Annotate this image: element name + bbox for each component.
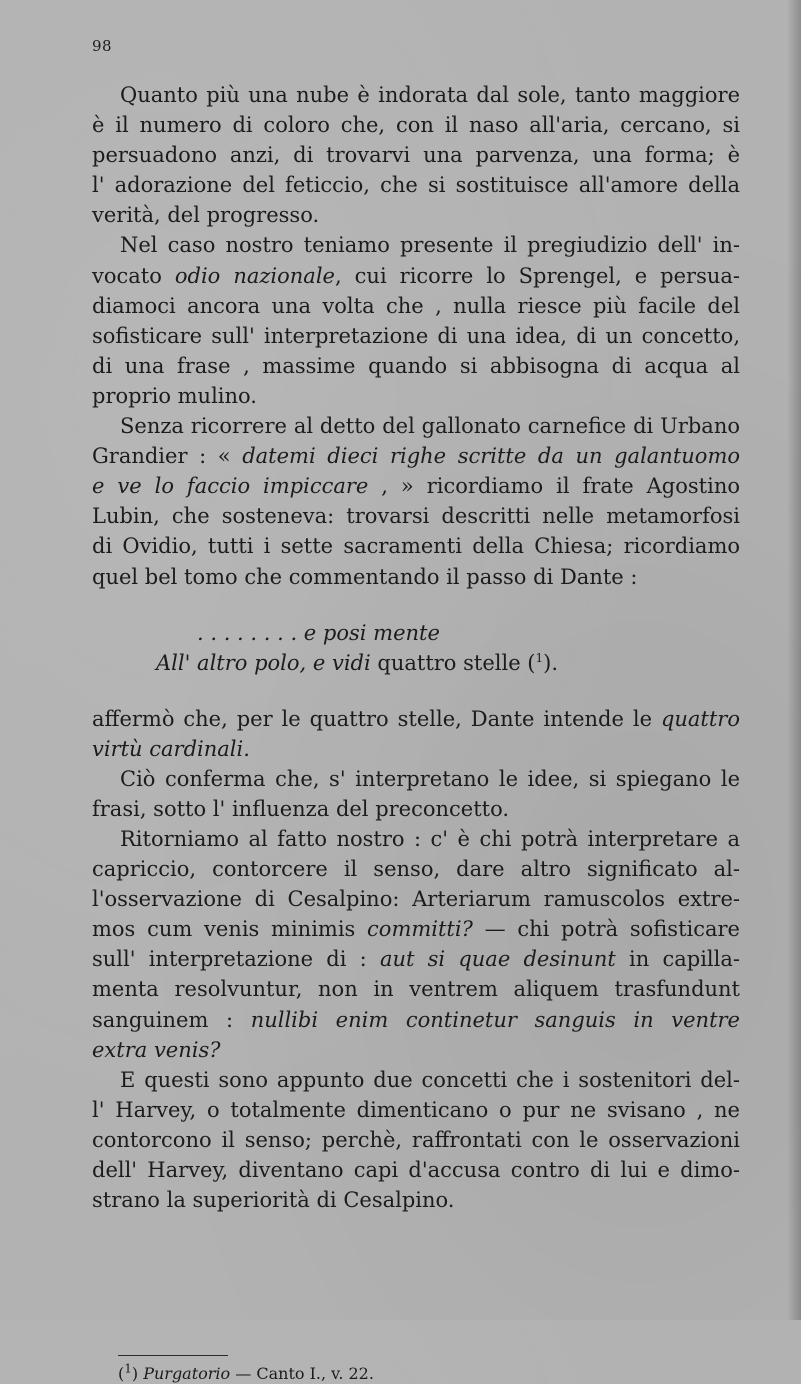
text-run: mos cum venis minimis xyxy=(92,917,368,942)
text-line: extra venis? xyxy=(92,1037,221,1062)
text-line: dell' Harvey, diventano capi d'accusa contro di lui e dimo- xyxy=(92,1158,740,1182)
spacer xyxy=(92,592,740,618)
text-line: E questi sono appunto due concetti che i sostenitori del- xyxy=(120,1067,740,1092)
text-line: persuadono anzi, di trovarvi una parvenza, una forma; è xyxy=(92,143,740,168)
text-line: di una frase , massime quando si abbisogna di acqua al xyxy=(92,353,740,378)
text-run: quattro stelle ( xyxy=(370,650,536,675)
italic-phrase: committi? xyxy=(367,917,473,942)
text-run: — chi potrà sofisticare xyxy=(472,917,740,942)
text-line: Ciò conferma che, s' interpretano le idee, si spiegano le xyxy=(120,766,740,791)
text-line: l' Harvey, o totalmente dimenticano o pur ne svisano , ne xyxy=(92,1097,740,1122)
italic-phrase: odio nazionale xyxy=(174,263,335,288)
body-text xyxy=(92,80,740,1215)
text-line: Nel caso nostro teniamo presente il pregiudizio dell' in- xyxy=(120,233,740,258)
text-run: , » ricordiamo il frate Agostino xyxy=(368,474,740,499)
text-line: contorcono il senso; perchè, raffrontati con le osservazioni xyxy=(92,1127,740,1152)
text-line: diamoci ancora una volta che , nulla riesce più facile del xyxy=(92,293,740,318)
text-line: sofisticare sull' interpretazione di una idea, di un concetto, xyxy=(92,323,740,348)
text-line: menta resolvuntur, non in ventrem aliquem trasfundunt xyxy=(92,977,740,1002)
text-line: verità, del progresso. xyxy=(92,203,320,228)
page-edge-shadow xyxy=(787,0,801,1320)
text-run: affermò che, per le quattro stelle, Dante intende le xyxy=(92,706,661,731)
text-line: di Ovidio, tutti i sette sacramenti della Chiesa; ricordiamo xyxy=(92,534,740,559)
text-line xyxy=(92,704,740,734)
text-line xyxy=(92,441,740,471)
text-run: sanguinem : xyxy=(92,1007,251,1032)
text-line: virtù cardinali. xyxy=(92,736,250,761)
page-number: 98 xyxy=(92,37,113,55)
text-line: Lubin, che sosteneva: trovarsi descritti nelle metamorfosi xyxy=(92,504,740,529)
italic-phrase: quattro xyxy=(660,706,740,731)
text-line: frasi, sotto l' influenza del preconcetto. xyxy=(92,796,510,821)
verse-line xyxy=(92,648,740,678)
italic-phrase: aut si quae desinunt xyxy=(379,947,616,972)
text-line: capriccio, contorcere il senso, dare altro significato al- xyxy=(92,857,740,882)
text-run: in capilla- xyxy=(615,947,740,972)
text-line: strano la superiorità di Cesalpino. xyxy=(92,1188,455,1213)
text-line: l' adorazione del feticcio, che si sostituisce all'amore della xyxy=(92,173,740,198)
text-line: è il numero di coloro che, con il naso all'aria, cercano, si xyxy=(92,113,740,138)
text-run: vocato xyxy=(92,263,175,288)
text-line xyxy=(92,471,740,501)
text-run: Grandier : « xyxy=(92,444,243,469)
text-line: Senza ricorrere al detto del gallonato carnefice di Urbano xyxy=(120,414,740,439)
text-line xyxy=(92,944,740,974)
verse-line: . . . . . . . . e posi mente xyxy=(197,620,440,645)
text-line: proprio mulino. xyxy=(92,383,257,408)
italic-quote: datemi dieci righe scritte da un galantuomo xyxy=(242,444,740,469)
footnote: ($^1$) Purgatorio — Canto I., v. 22. xyxy=(118,1361,374,1383)
text-line: Ritorniamo al fatto nostro : c' è chi potrà interpretare a xyxy=(120,826,740,851)
italic-verse: All' altro polo, e vidi xyxy=(156,650,371,675)
text-line xyxy=(92,1005,740,1035)
text-line xyxy=(92,261,740,291)
text-line: l'osservazione di Cesalpino: Arteriarum ramuscolos extre- xyxy=(92,887,740,912)
footnote-source: Purgatorio xyxy=(143,1364,231,1383)
text-line xyxy=(92,914,740,944)
footnote-marker: 1 xyxy=(535,650,544,665)
spacer xyxy=(92,678,740,704)
text-run: , cui ricorre lo Sprengel, e persua- xyxy=(334,263,741,288)
italic-quote: e ve lo faccio impiccare xyxy=(92,474,369,499)
text-run: ). xyxy=(543,650,559,675)
text-line: quel bel tomo che commentando il passo di Dante : xyxy=(92,564,638,589)
italic-phrase: nullibi enim continetur sanguis in ventre xyxy=(250,1007,740,1032)
text-run: sull' interpretazione di : xyxy=(92,947,380,972)
footnote-number: 1 xyxy=(124,1361,132,1376)
text-line: Quanto più una nube è indorata dal sole, tanto maggiore xyxy=(120,83,740,107)
footnote-divider xyxy=(118,1355,228,1356)
footnote-reference: — Canto I., v. 22. xyxy=(230,1364,374,1383)
